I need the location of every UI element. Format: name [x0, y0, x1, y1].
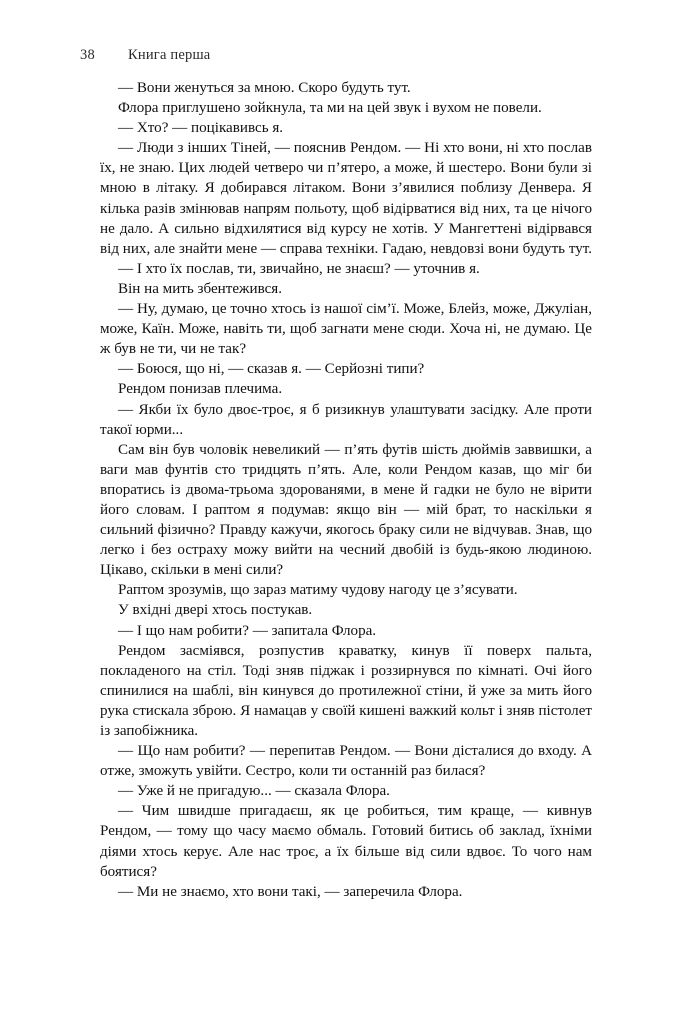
running-head-title: Книга перша: [128, 46, 211, 63]
running-head: [80, 44, 592, 66]
body-text: [100, 78, 592, 902]
paragraph: Раптом зрозумів, що зараз матиму чудову нагоду це з’ясувати.: [118, 582, 518, 599]
paragraph: — Хто? — поцікавивсь я.: [118, 120, 284, 137]
paragraph: Він на мить збентежився.: [118, 280, 283, 297]
paragraph: Рендом засміявся, розпустив краватку, кинув її поверх пальта, покладеного на стіл. Тоді зняв піджак і роззирнувся по кімнаті. Очі його спинилися на шаблі, він кинувся до протилежної стіни, й уже за мить його рука стискала зброю. Я намацав у своїй кишені важкий кольт і зняв пістолет із запобіжника.: [100, 642, 592, 739]
paragraph: — Вони женуться за мною. Скоро будуть тут.: [118, 80, 411, 96]
paragraph: Флора приглушено зойкнула, та ми на цей звук і вухом не повели.: [118, 100, 542, 117]
paragraph: Рендом понизав плечима.: [118, 381, 283, 398]
paragraph: — Боюся, що ні, — сказав я. — Серйозні типи?: [118, 361, 425, 378]
paragraph: — І хто їх послав, ти, звичайно, не знаєш? — уточнив я.: [118, 260, 480, 277]
paragraph: У вхідні двері хтось постукав.: [118, 602, 313, 619]
paragraph: — Уже й не пригадую... — сказала Флора.: [118, 783, 390, 800]
paragraph: — Що нам робити? — перепитав Рендом. — Вони дісталися до входу. А отже, зможуть увійти. Сестро, коли ти останній раз билася?: [100, 743, 592, 780]
paragraph: — Якби їх було двоє-троє, я б ризикнув улаштувати засідку. Але проти такої юрми...: [100, 401, 592, 438]
paragraph: — Ну, думаю, це точно хтось із нашої сім’ї. Може, Блейз, може, Джуліан, може, Каїн. Може, навіть ти, щоб загнати мене сюди. Хоча ні, не думаю. Це ж був не ти, чи не так?: [100, 301, 592, 358]
paragraph: — Чим швидше пригадаєш, як це робиться, тим краще, — кивнув Рендом, — тому що часу маємо обмаль. Готовий битись об заклад, їхніми діями хтось керує. Але нас троє, а їх більше від сили вдвоє. То чого нам боятися?: [100, 803, 592, 880]
paragraph: — І що нам робити? — запитала Флора.: [118, 622, 377, 639]
paragraph: Сам він був чоловік невеликий — п’ять футів шість дюймів заввишки, а ваги мав фунтів сто тридцять п’ять. Але, коли Рендом казав, що міг би впоратись із двома-трьома здорованями, в мене й гадки не було не вірити його словам. І раптом я подумав: якщо він — мій брат, то наскільки я сильний фізично? Правду кажучи, якогось браку сили не відчував. Знав, що легко і без остраху можу вийти на чесний двобій із будь-якою людиною. Цікаво, скільки в мені сили?: [100, 441, 592, 579]
paragraph: — Ми не знаємо, хто вони такі, — заперечила Флора.: [118, 883, 463, 900]
paragraph: — Люди з інших Тіней, — пояснив Рендом. — Ні хто вони, ні хто послав їх, не знаю. Цих людей четверо чи п’ятеро, а може, й шестеро. Вони були зі мною в літаку. Я добирався літаком. Вони з’явилися поблизу Денвера. Я кілька разів змінював напрям польоту, щоб відірватися від них, та це нічого не дало. А сильно відхилятися від курсу не хотів. У Мангеттені відірвався від них, але знайти мене — справа техніки. Гадаю, невдовзі вони будуть тут.: [100, 140, 593, 257]
page-number: 38: [80, 46, 95, 63]
